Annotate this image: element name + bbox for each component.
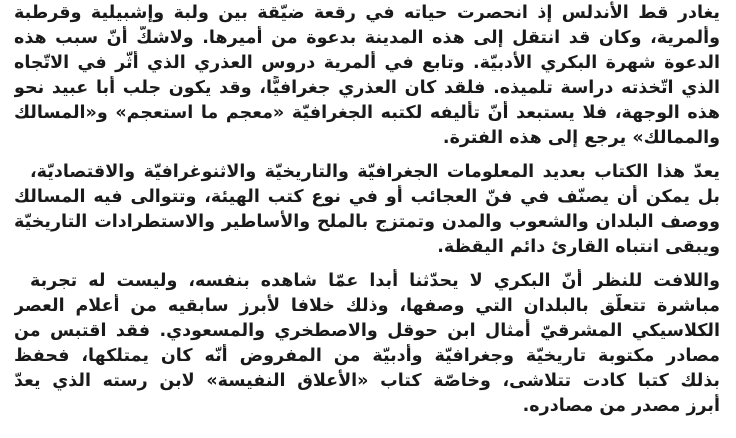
document-page — [14, 0, 720, 438]
text-line: والممالك» يرجع إلى هذه الفترة. — [442, 128, 720, 148]
text-line: بل يمكن أن يصنّف في فنّ العجائب أو في نوع كتب الهيئة، وتتوالى فيه المسالك — [14, 187, 720, 207]
text-line: أبرز مصدر من مصادره. — [522, 396, 720, 416]
text-line: مصادر مكتوبة تاريخيّة وجغرافيّة وأدبيّة من المفروض أنّه كان يمتلكها، فحفظ — [14, 346, 720, 366]
text-line: مباشرة تتعلّق بالبلدان التي وصفها، وذلك خلافا لأبرز سابقيه من أعلام العصر — [14, 296, 720, 316]
text-line: الدعوة شهرة البكري الأدبيّة. وتابع في ألمرية دروس العذري الذي أثّر في الاتّجاه — [14, 53, 720, 73]
text-line: ووصف البلدان والشعوب والمدن وتمتزج بالملح والأساطير والاستطرادات التاريخيّة — [14, 212, 720, 232]
text-line: الذي اتّخذته دراسة تلميذه. فلقد كان العذري جغرافيًّا، وقد يكون جلب أبا عبيد نحو — [14, 78, 720, 98]
text-line: بذلك كتبا كادت تتلاشى، وخاصّة كتاب «الأعلاق النفيسة» لابن رسته الذي يعدّ — [14, 371, 720, 391]
text-line: هذه الوجهة، فلا يستبعد أنّ تأليفه لكتبه الجغرافيّة «معجم ما استعجم» و«المسالك — [14, 103, 720, 123]
text-line: يغادر قط الأندلس إذ انحصرت حياته في رقعة ضيّقة بين ولبة وإشبيلية وقرطبة — [14, 3, 720, 23]
text-line: واللافت للنظر أنّ البكري لا يحدّثنا أبدا عمّا شاهده بنفسه، وليست له تجربة — [30, 271, 720, 291]
text-line: يعدّ هذا الكتاب بعديد المعلومات الجغرافيّة والتاريخيّة والاثنوغرافيّة والاقتصاديّة، — [30, 162, 720, 182]
text-line: وألمرية، وكان قد انتقل إلى هذه المدينة بدعوة من أميرها. ولاشكّ أنّ سبب هذه — [14, 28, 720, 48]
text-line: ويبقى انتباه القارئ دائم اليقظة. — [437, 237, 720, 257]
text-line: الكلاسيكي المشرقيّ أمثال ابن حوقل والاصطخري والمسعودي. فقد اقتبس من — [14, 321, 720, 341]
